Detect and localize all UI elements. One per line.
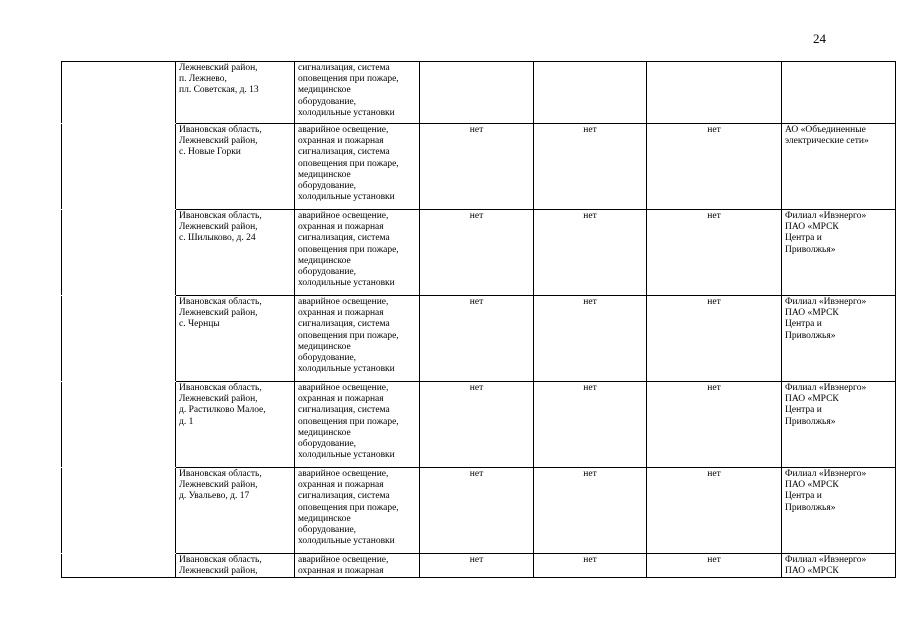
equipment-line: холодильные установки bbox=[298, 278, 395, 289]
value-text: нет bbox=[469, 211, 484, 221]
equipment-line: охранная и пожарная bbox=[298, 566, 384, 577]
value-cell bbox=[420, 62, 534, 124]
address-cell bbox=[176, 382, 295, 468]
supplier-line: Филиал «Ивэнерго» bbox=[785, 555, 867, 565]
value-cell bbox=[647, 468, 782, 554]
value-text: нет bbox=[469, 297, 484, 307]
table-row bbox=[62, 62, 896, 124]
address-line: д. Растилково Малое, bbox=[179, 405, 266, 416]
address-line: Лежневский район, bbox=[179, 394, 258, 405]
supplier-line: ПАО «МРСК bbox=[785, 394, 839, 405]
equipment-line: оповещения при пожаре, bbox=[298, 330, 399, 341]
value-text: нет bbox=[707, 555, 721, 565]
value-cell bbox=[420, 468, 534, 554]
equipment-cell bbox=[295, 468, 420, 554]
equipment-line: холодильные установки bbox=[298, 450, 395, 461]
table-body bbox=[62, 62, 896, 578]
equipment-cell bbox=[295, 296, 420, 382]
equipment-line: охранная и пожарная bbox=[298, 136, 384, 147]
value-text: нет bbox=[583, 383, 597, 393]
value-cell bbox=[420, 296, 534, 382]
equipment-line: сигнализация, система bbox=[298, 405, 390, 416]
value-cell bbox=[534, 296, 647, 382]
equipment-line: сигнализация, система bbox=[298, 63, 390, 73]
supplier-line: ПАО «МРСК bbox=[785, 480, 839, 491]
equipment-cell bbox=[295, 62, 420, 124]
value-text: нет bbox=[583, 125, 597, 135]
address-cell bbox=[176, 296, 295, 382]
value-cell bbox=[647, 382, 782, 468]
equipment-cell bbox=[295, 382, 420, 468]
address-cell bbox=[176, 210, 295, 296]
value-cell bbox=[534, 468, 647, 554]
supplier-line: Приволжья» bbox=[785, 416, 836, 427]
value-text: нет bbox=[583, 297, 597, 307]
value-cell bbox=[647, 296, 782, 382]
value-text: нет bbox=[707, 297, 721, 307]
equipment-line: холодильные установки bbox=[298, 107, 395, 118]
equipment-line: охранная и пожарная bbox=[298, 394, 384, 405]
equipment-line: аварийное освещение, bbox=[298, 555, 389, 565]
equipment-line: медицинское bbox=[298, 85, 351, 96]
address-line: Лежневский район, bbox=[179, 566, 258, 577]
address-cell bbox=[176, 62, 295, 124]
equipment-line: сигнализация, система bbox=[298, 491, 390, 502]
equipment-line: оборудование, bbox=[298, 181, 357, 192]
supplier-line: АО «Объединенные bbox=[785, 125, 866, 135]
equipment-line: холодильные установки bbox=[298, 192, 395, 203]
address-line: Ивановская область, bbox=[179, 469, 262, 479]
supplier-line: ПАО «МРСК bbox=[785, 566, 839, 577]
address-line: Ивановская область, bbox=[179, 297, 262, 307]
value-cell bbox=[534, 210, 647, 296]
equipment-line: оборудование, bbox=[298, 267, 357, 278]
equipment-line: оборудование, bbox=[298, 525, 357, 536]
supplier-line: Филиал «Ивэнерго» bbox=[785, 211, 867, 221]
value-cell bbox=[647, 62, 782, 124]
equipment-line: медицинское bbox=[298, 427, 351, 438]
supplier-line: Филиал «Ивэнерго» bbox=[785, 297, 867, 307]
equipment-cell bbox=[295, 210, 420, 296]
row-number-cell bbox=[62, 124, 176, 210]
value-text: нет bbox=[583, 555, 597, 565]
supplier-cell bbox=[782, 210, 896, 296]
supplier-line: Центра и bbox=[785, 319, 822, 330]
equipment-line: аварийное освещение, bbox=[298, 469, 389, 479]
equipment-line: медицинское bbox=[298, 513, 351, 524]
equipment-line: сигнализация, система bbox=[298, 147, 390, 158]
supplier-line: Центра и bbox=[785, 233, 822, 244]
equipment-line: холодильные установки bbox=[298, 536, 395, 547]
supplier-cell bbox=[782, 382, 896, 468]
address-line: д. 1 bbox=[179, 416, 194, 427]
equipment-line: оборудование, bbox=[298, 96, 357, 107]
row-number-cell bbox=[62, 296, 176, 382]
address-line: с. Новые Горки bbox=[179, 147, 241, 158]
address-line: Лежневский район, bbox=[179, 308, 258, 319]
address-line: с. Шилыково, д. 24 bbox=[179, 233, 256, 244]
row-number-cell bbox=[62, 554, 176, 578]
equipment-line: охранная и пожарная bbox=[298, 480, 384, 491]
address-cell bbox=[176, 554, 295, 578]
equipment-line: аварийное освещение, bbox=[298, 125, 389, 135]
equipment-line: оборудование, bbox=[298, 353, 357, 364]
value-cell bbox=[420, 554, 534, 578]
supplier-line: Центра и bbox=[785, 405, 822, 416]
supplier-cell bbox=[782, 296, 896, 382]
supplier-line: ПАО «МРСК bbox=[785, 308, 839, 319]
equipment-line: оповещения при пожаре, bbox=[298, 74, 399, 85]
table-row bbox=[62, 296, 896, 382]
address-line: Лежневский район, bbox=[179, 222, 258, 233]
value-cell bbox=[647, 124, 782, 210]
equipment-line: сигнализация, система bbox=[298, 319, 390, 330]
equipment-line: оборудование, bbox=[298, 439, 357, 450]
table-row bbox=[62, 554, 896, 578]
equipment-line: аварийное освещение, bbox=[298, 383, 389, 393]
equipment-cell bbox=[295, 124, 420, 210]
address-line: пл. Советская, д. 13 bbox=[179, 85, 259, 96]
supplier-line: Приволжья» bbox=[785, 330, 836, 341]
value-cell bbox=[534, 382, 647, 468]
value-cell bbox=[420, 210, 534, 296]
supplier-cell bbox=[782, 554, 896, 578]
row-number-cell bbox=[62, 382, 176, 468]
table-row bbox=[62, 382, 896, 468]
equipment-line: медицинское bbox=[298, 255, 351, 266]
table-row bbox=[62, 468, 896, 554]
address-line: Лежневский район, bbox=[179, 136, 258, 147]
address-line: Ивановская область, bbox=[179, 555, 262, 565]
equipment-line: аварийное освещение, bbox=[298, 211, 389, 221]
equipment-line: холодильные установки bbox=[298, 364, 395, 375]
row-number-cell bbox=[62, 468, 176, 554]
address-line: Ивановская область, bbox=[179, 383, 262, 393]
value-cell bbox=[534, 554, 647, 578]
value-text: нет bbox=[707, 125, 721, 135]
value-text: нет bbox=[707, 211, 721, 221]
equipment-line: охранная и пожарная bbox=[298, 308, 384, 319]
equipment-line: оповещения при пожаре, bbox=[298, 244, 399, 255]
supplier-cell bbox=[782, 124, 896, 210]
address-cell bbox=[176, 124, 295, 210]
table-row bbox=[62, 124, 896, 210]
address-line: п. Лежнево, bbox=[179, 74, 227, 85]
value-cell bbox=[420, 382, 534, 468]
equipment-line: сигнализация, система bbox=[298, 233, 390, 244]
table-row bbox=[62, 210, 896, 296]
value-cell bbox=[534, 124, 647, 210]
row-number-cell bbox=[62, 210, 176, 296]
supplier-cell bbox=[782, 62, 896, 124]
equipment-line: оповещения при пожаре, bbox=[298, 502, 399, 513]
value-text: нет bbox=[469, 555, 484, 565]
address-line: Ивановская область, bbox=[179, 211, 262, 221]
equipment-line: медицинское bbox=[298, 169, 351, 180]
supplier-line: Приволжья» bbox=[785, 502, 836, 513]
value-text: нет bbox=[707, 383, 721, 393]
equipment-line: медицинское bbox=[298, 341, 351, 352]
value-text: нет bbox=[583, 211, 597, 221]
row-number-cell bbox=[62, 62, 176, 124]
address-line: д. Увальево, д. 17 bbox=[179, 491, 250, 502]
equipment-table bbox=[61, 61, 896, 578]
equipment-cell bbox=[295, 554, 420, 578]
value-text: нет bbox=[707, 469, 721, 479]
equipment-line: оповещения при пожаре, bbox=[298, 158, 399, 169]
supplier-line: электрические сети» bbox=[785, 136, 869, 147]
address-cell bbox=[176, 468, 295, 554]
equipment-line: оповещения при пожаре, bbox=[298, 416, 399, 427]
value-cell bbox=[420, 124, 534, 210]
supplier-line: Филиал «Ивэнерго» bbox=[785, 383, 867, 393]
equipment-line: охранная и пожарная bbox=[298, 222, 384, 233]
supplier-line: ПАО «МРСК bbox=[785, 222, 839, 233]
page-number: 24 bbox=[813, 31, 826, 46]
value-text: нет bbox=[469, 383, 484, 393]
address-line: Лежневский район, bbox=[179, 480, 258, 491]
supplier-line: Приволжья» bbox=[785, 244, 836, 255]
supplier-line: Филиал «Ивэнерго» bbox=[785, 469, 867, 479]
supplier-line: Центра и bbox=[785, 491, 822, 502]
value-text: нет bbox=[583, 469, 597, 479]
value-cell bbox=[534, 62, 647, 124]
value-cell bbox=[647, 554, 782, 578]
address-line: Лежневский район, bbox=[179, 63, 258, 73]
value-text: нет bbox=[469, 125, 484, 135]
value-cell bbox=[647, 210, 782, 296]
address-line: Ивановская область, bbox=[179, 125, 262, 135]
supplier-cell bbox=[782, 468, 896, 554]
value-text: нет bbox=[469, 469, 484, 479]
address-line: с. Чернцы bbox=[179, 319, 220, 330]
equipment-line: аварийное освещение, bbox=[298, 297, 389, 307]
